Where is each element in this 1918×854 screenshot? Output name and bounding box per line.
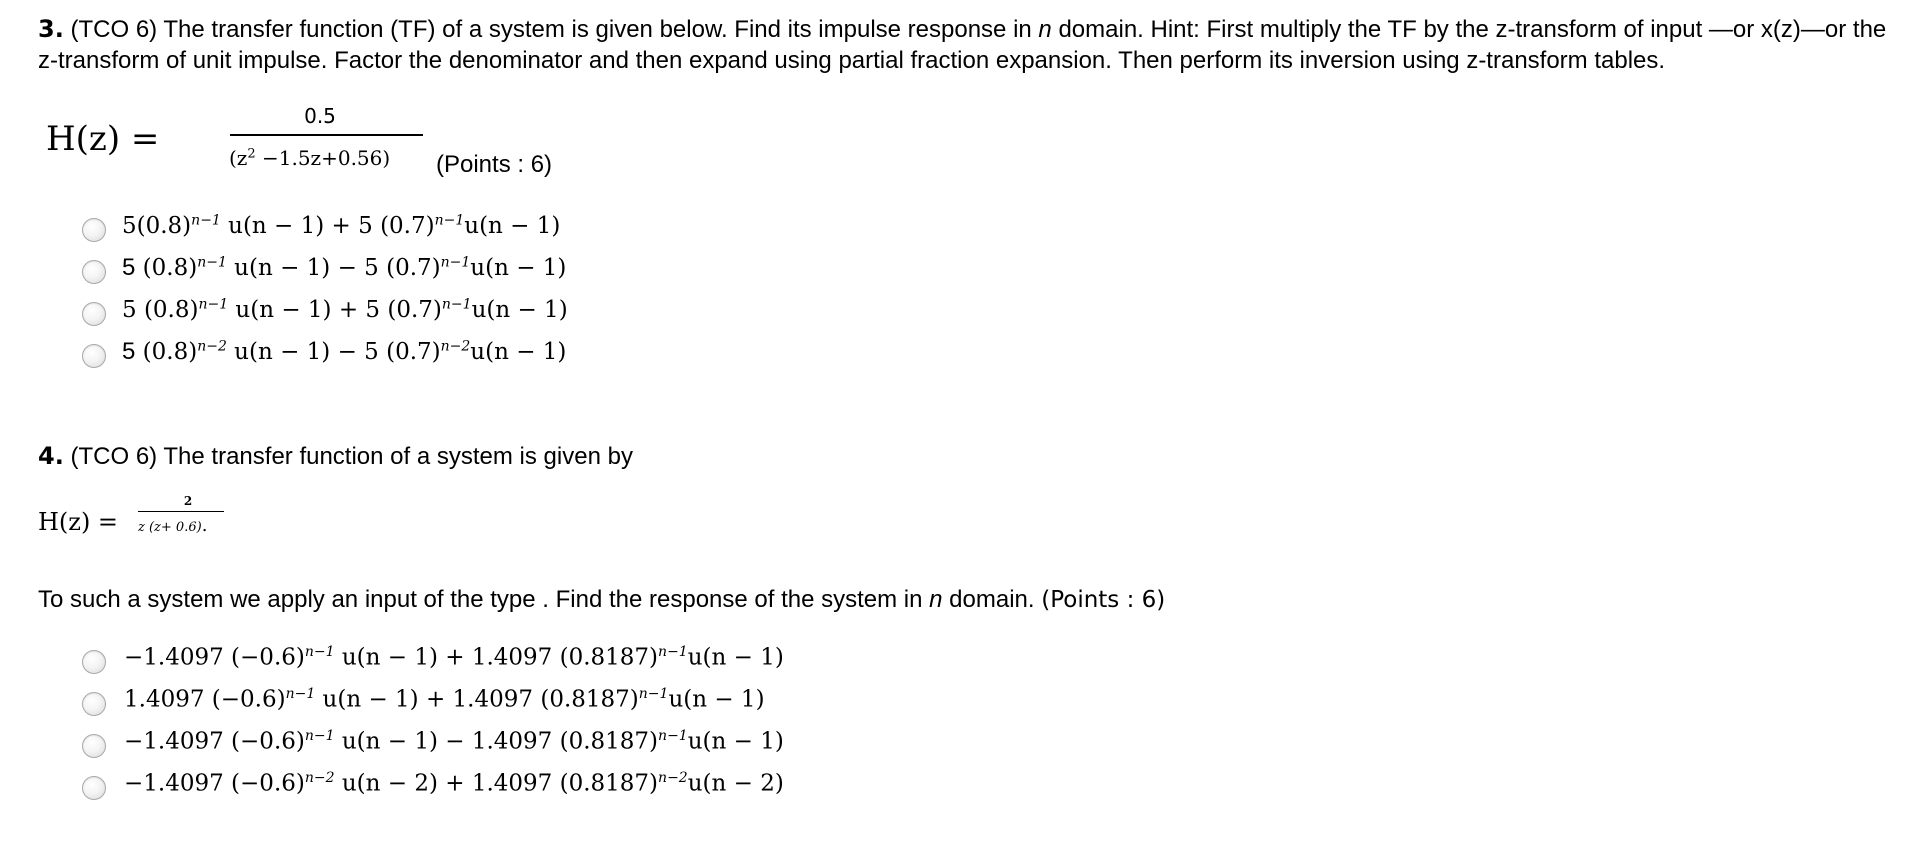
q3-option-3-b: u(n − 1) + 5 (0.7) [228,297,442,323]
q4-option-2-a-exp: n−1 [285,686,316,702]
q3-option-3-label[interactable] [122,296,568,324]
q3-option-1-b: u(n − 1) + 5 (0.7) [220,213,435,239]
q4-option-1-b-exp: n−1 [658,644,688,660]
question-4-heading-text: (TCO 6) The transfer function of a system is given by [63,443,633,470]
q3-option-4-a: (0.8) [135,339,198,365]
tf3-denominator [229,146,390,170]
tf4-fraction-bar [138,511,224,512]
q3-option-1-radio[interactable] [82,218,106,242]
q4-option-4-b: u(n − 2) + 1.4097 (0.8187) [334,770,659,797]
q4-option-3-b-exp: n−1 [658,728,688,744]
q4-option-1-label[interactable] [124,644,784,671]
tf4-den-end: . [201,515,208,536]
q4-option-1-radio[interactable] [82,650,106,674]
q4-option-4-a-exp: n−2 [304,770,335,786]
q4-option-2-a: 1.4097 (−0.6) [124,686,286,713]
q4-option-2-b-exp: n−1 [638,686,669,702]
q3-option-2-a-exp: n−1 [197,254,227,271]
q4-option-1-c: u(n − 1) [687,644,784,671]
q4-option-2-c: u(n − 1) [668,686,765,713]
question-4-desc-part1: To such a system we apply an input of the type . Find the response of the system in [38,586,930,613]
question-3-number: 3. [38,15,64,43]
q3-option-2-b-exp: n−1 [440,254,471,271]
question-3-text-part2: domain. Hint: First multiply the TF by the z-transform of input —or [1051,16,1761,43]
q3-option-4-c: u(n − 1) [470,339,567,365]
q4-option-4-b-exp: n−2 [658,770,688,786]
q3-option-3-c: u(n − 1) [471,297,568,323]
q3-option-2-a: (0.8) [135,255,198,281]
q4-option-3-b: u(n − 1) − 1.4097 (0.8187) [334,728,659,755]
q4-option-1-b: u(n − 1) + 1.4097 (0.8187) [334,644,659,671]
q4-option-3-a-exp: n−1 [304,728,335,744]
q3-option-1-b-exp: n−1 [434,212,465,229]
q3-option-4-radio[interactable] [82,344,106,368]
tf4-denominator [138,515,207,536]
q3-option-2-lead: 5 [122,254,136,281]
q4-option-3-c: u(n − 1) [687,728,784,755]
q4-option-1-a-exp: n−1 [304,644,335,660]
q3-option-1-a-exp: n−1 [191,212,221,229]
q3-option-4-b-exp: n−2 [440,338,471,355]
q4-option-4-a: −1.4097 (−0.6) [124,770,305,797]
q3-option-4-label[interactable] [122,338,566,366]
tf3-numerator: 0.5 [304,104,336,128]
question-3-text [38,14,1898,76]
q3-option-2-radio[interactable] [82,260,106,284]
q4-option-2-b: u(n − 1) + 1.4097 (0.8187) [315,686,639,713]
question-4-heading [38,442,633,471]
q3-option-1-label[interactable] [122,212,560,240]
q4-option-2-label[interactable] [124,686,765,713]
question-4-desc-part2: domain. [942,586,1042,613]
tf4-den-text: z (z+ 0.6) [138,520,202,535]
q4-option-2-radio[interactable] [82,692,106,716]
q3-option-2-label[interactable] [122,254,566,282]
question-4-number: 4. [38,442,64,470]
q3-option-2-b: u(n − 1) − 5 (0.7) [226,255,441,281]
q3-option-2-c: u(n − 1) [470,255,567,281]
q3-option-4-b: u(n − 1) − 5 (0.7) [226,339,441,365]
q4-option-3-a: −1.4097 (−0.6) [124,728,305,755]
tf3-den-post: −1.5z+0.56) [255,146,391,170]
q3-option-1-c: u(n − 1) [464,213,561,239]
tf3-den-pre: (z [229,146,248,170]
q3-option-3-b-exp: n−1 [441,296,472,313]
q4-option-3-label[interactable] [124,728,784,755]
question-3-text-part1: (TCO 6) The transfer function (TF) of a system is given below. Find its impulse response in [63,16,1039,43]
q4-option-1-a: −1.4097 (−0.6) [124,644,305,671]
q3-option-3-a-exp: n−1 [198,296,229,313]
tf4-lhs: H(z) = [38,508,119,536]
q4-option-4-label[interactable] [124,770,784,797]
q4-option-4-radio[interactable] [82,776,106,800]
q4-option-4-c: u(n − 2) [687,770,784,797]
tf3-fraction-bar [230,134,423,136]
q3-option-3-radio[interactable] [82,302,106,326]
tf3-den-sup: 2 [247,146,256,162]
q3-option-1-a: 5(0.8) [122,213,192,239]
q3-option-4-lead: 5 [122,338,136,365]
question-4-points: (Points : 6) [1041,587,1166,613]
question-3-xz: x(z) [1760,16,1801,43]
question-4-n: n [929,586,943,613]
q3-option-3-a: 5 (0.8) [122,297,199,323]
question-3-text-part3: —or the z-transform of unit impulse. Factor the denominator and then expand using partial fraction expansion. Then perform its inversion using z-transform tables. [38,16,1887,74]
tf4-numerator: 2 [183,494,193,508]
q4-option-3-radio[interactable] [82,734,106,758]
q3-option-4-a-exp: n−2 [197,338,227,355]
question-3-points: (Points : 6) [436,151,553,178]
tf3-lhs: H(z) = [46,119,160,159]
question-4-description [38,586,1165,614]
question-3-n: n [1038,16,1052,43]
